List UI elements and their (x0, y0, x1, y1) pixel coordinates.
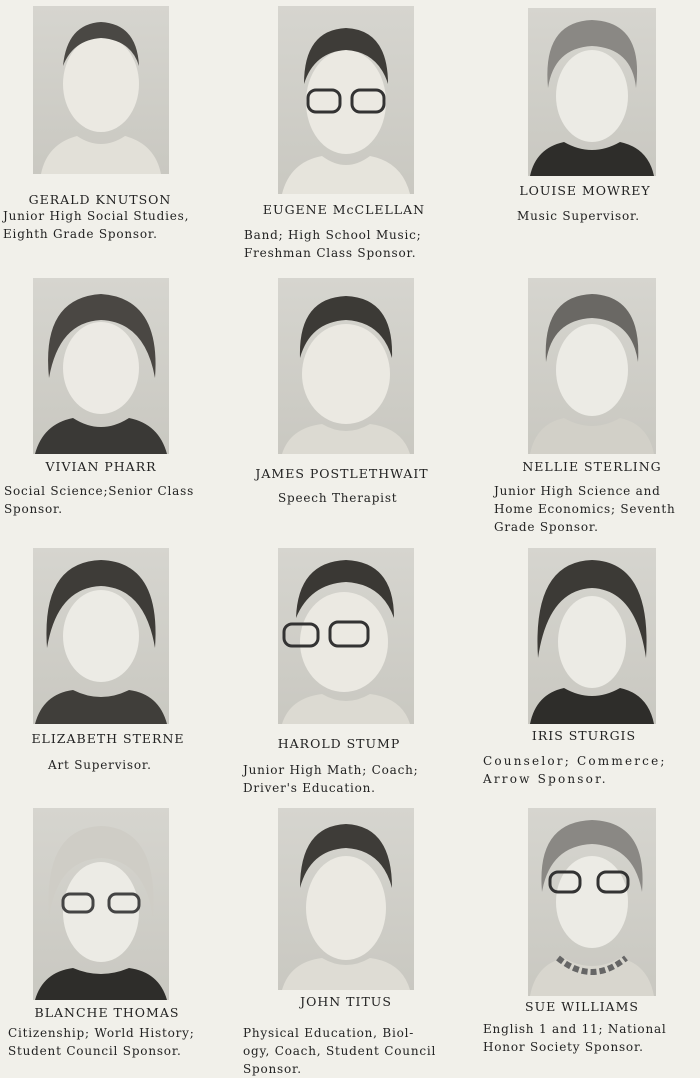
teacher-name: LOUISE MOWREY (519, 183, 651, 198)
teacher-name: VIVIAN PHARR (45, 459, 157, 474)
teacher-role: Counselor; Commerce; Arrow Sponsor. (483, 754, 667, 786)
portrait-photo (33, 278, 169, 454)
portrait-photo (528, 278, 656, 454)
teacher-role: Junior High Science and Home Economics; Seventh Grade Sponsor. (494, 484, 676, 534)
portrait-photo (528, 8, 656, 176)
portrait-photo (278, 6, 414, 194)
teacher-role: Physical Education, Biol- ogy, Coach, Student Council Sponsor. (243, 1026, 437, 1076)
teacher-name: GERALD KNUTSON (28, 192, 172, 207)
teacher-role: Junior High Social Studies, Eighth Grade Sponsor. (3, 209, 190, 241)
teacher-role: English 1 and 11; National Honor Society Sponsor. (483, 1022, 667, 1054)
portrait-photo (528, 808, 656, 996)
teacher-name: EUGENE McCLELLAN (262, 202, 426, 217)
teacher-name: JAMES POSTLETHWAIT (255, 466, 429, 481)
teacher-role: Art Supervisor. (48, 758, 152, 772)
teacher-role: Speech Therapist (278, 491, 398, 505)
teacher-name: NELLIE STERLING (522, 459, 662, 474)
teacher-name: HAROLD STUMP (277, 736, 401, 751)
teacher-name: BLANCHE THOMAS (34, 1005, 180, 1020)
portrait-photo (33, 808, 169, 1000)
portrait-photo (278, 548, 414, 724)
portrait-photo (528, 548, 656, 724)
teacher-role: Social Science;Senior Class Sponsor. (4, 484, 195, 516)
teacher-name: JOHN TITUS (300, 994, 392, 1009)
portrait-photo (278, 808, 414, 990)
portrait-photo (33, 548, 169, 724)
teacher-name: ELIZABETH STERNE (31, 731, 185, 746)
teacher-role: Band; High School Music; Freshman Class Sponsor. (244, 228, 422, 260)
teacher-role: Citizenship; World History; Student Council Sponsor. (8, 1026, 195, 1058)
teacher-name: SUE WILLIAMS (525, 999, 639, 1014)
teacher-name: IRIS STURGIS (531, 728, 637, 743)
teacher-role: Junior High Math; Coach; Driver's Education. (243, 763, 419, 795)
portrait-photo (33, 6, 169, 174)
portrait-photo (278, 278, 414, 454)
teacher-role: Music Supervisor. (517, 209, 640, 223)
